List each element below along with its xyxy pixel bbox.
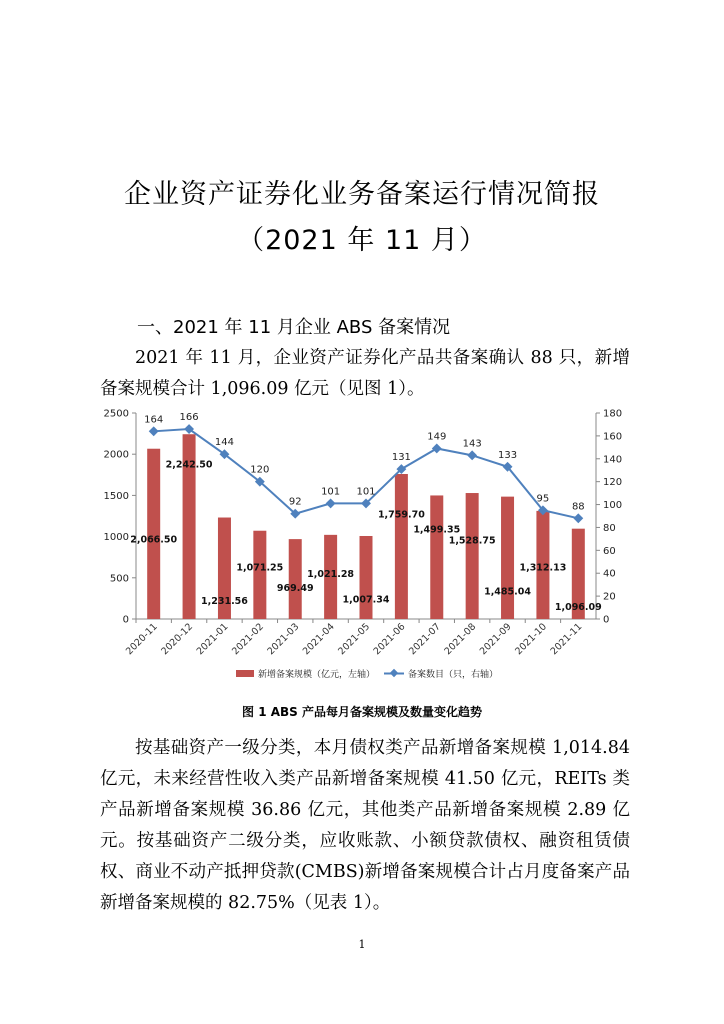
legend-bar-swatch <box>236 670 254 677</box>
count-value-label: 144 <box>214 437 235 449</box>
bar-2021-03 <box>289 539 302 619</box>
bar-2021-07 <box>430 495 443 619</box>
bar-value-label: 1,528.75 <box>448 535 496 547</box>
count-value-label: 149 <box>427 431 447 443</box>
left-tick-label: 1000 <box>103 532 129 544</box>
right-tick-label: 40 <box>603 568 616 580</box>
bar-value-label: 1,007.34 <box>342 594 390 606</box>
count-value-label: 88 <box>571 501 585 513</box>
count-value-label: 143 <box>462 438 482 450</box>
bar-value-label: 1,021.28 <box>307 568 355 580</box>
detail-paragraph: 按基础资产一级分类，本月债权类产品新增备案规模 1,014.84 亿元，未来经营性收入类产品新增备案规模 41.50 亿元，REITs 类产品新增备案规模 36.86 亿元，其他类产品新增备案规模 2.89 亿元。按基础资产二级分类，应收账款、小额贷款债权、融资租赁债权、商业不动产抵押贷款(CMBS)新增备案规模合计占月度备案产品新增备案规模的 82.75%（见表 1）。 <box>100 738 630 913</box>
count-value-label: 92 <box>288 496 302 508</box>
bar-value-label: 2,242.50 <box>165 459 213 471</box>
count-value-label: 166 <box>179 412 199 424</box>
bar-2021-06 <box>395 474 408 619</box>
right-tick-label: 180 <box>603 408 623 420</box>
x-tick-label: 2021-11 <box>548 621 585 658</box>
bar-2021-09 <box>501 497 514 619</box>
x-tick-label: 2020-12 <box>159 621 196 658</box>
legend-line-marker <box>390 669 398 677</box>
bar-value-label: 969.49 <box>276 583 314 595</box>
legend-line-label: 备案数目（只，右轴） <box>408 670 499 680</box>
bar-value-label: 2,066.50 <box>130 534 178 546</box>
x-tick-label: 2021-04 <box>300 621 337 658</box>
x-tick-label: 2021-07 <box>407 621 443 658</box>
bar-value-label: 1,071.25 <box>236 562 284 574</box>
count-value-label: 95 <box>536 493 550 505</box>
right-tick-label: 100 <box>603 500 623 512</box>
page-number: 1 <box>358 938 366 951</box>
x-tick-label: 2021-09 <box>477 621 514 658</box>
bar-2021-05 <box>360 536 373 619</box>
x-tick-label: 2020-11 <box>123 621 160 658</box>
count-value-label: 120 <box>250 464 270 476</box>
bar-value-label: 1,312.13 <box>519 562 567 574</box>
right-tick-label: 0 <box>603 614 610 626</box>
x-tick-label: 2021-03 <box>265 621 302 658</box>
intro-paragraph: 2021 年 11 月，企业资产证券化产品共备案确认 88 只，新增备案规模合计 1,096.09 亿元（见图 1）。 <box>100 348 630 399</box>
line-series <box>149 424 584 523</box>
count-marker-2020-11 <box>149 426 159 436</box>
right-tick-label: 160 <box>603 431 623 443</box>
left-tick-label: 2000 <box>103 449 129 461</box>
bar-value-label: 1,759.70 <box>377 509 425 521</box>
document-title: 企业资产证券化业务备案运行情况简报 <box>124 179 600 210</box>
bar-value-label: 1,485.04 <box>484 586 531 598</box>
count-marker-2021-07 <box>432 444 442 454</box>
abs-monthly-chart <box>96 402 636 702</box>
left-tick-label: 0 <box>122 614 129 626</box>
x-tick-label: 2021-01 <box>194 621 231 658</box>
x-tick-label: 2021-06 <box>371 621 408 658</box>
x-tick-label: 2021-05 <box>336 621 373 658</box>
count-marker-2021-04 <box>326 498 336 508</box>
left-tick-label: 1500 <box>103 490 129 502</box>
count-marker-2021-08 <box>467 450 477 460</box>
count-value-label: 101 <box>356 486 376 498</box>
right-tick-label: 80 <box>603 522 616 534</box>
count-value-label: 131 <box>391 452 411 464</box>
left-tick-label: 500 <box>109 573 129 585</box>
x-tick-label: 2021-10 <box>513 621 550 658</box>
count-value-label: 133 <box>497 449 518 461</box>
right-tick-label: 60 <box>603 545 616 557</box>
document-subtitle-date: （2021 年 11 月） <box>237 225 487 256</box>
count-value-label: 101 <box>321 486 341 498</box>
bar-value-label: 1,499.35 <box>413 524 461 536</box>
bar-value-label: 1,096.09 <box>554 601 602 613</box>
chart-legend <box>236 668 498 680</box>
legend-bar-label: 新增备案规模（亿元，左轴） <box>258 670 376 680</box>
right-tick-label: 120 <box>603 477 623 489</box>
section-heading: 一、2021 年 11 月企业 ABS 备案情况 <box>137 317 451 338</box>
right-tick-label: 20 <box>603 591 616 603</box>
x-tick-label: 2021-08 <box>442 621 479 658</box>
bar-value-label: 1,231.56 <box>201 595 248 607</box>
right-tick-label: 140 <box>603 454 623 466</box>
figure-caption: 图 1 ABS 产品每月备案规模及数量变化趋势 <box>242 705 482 719</box>
count-value-label: 164 <box>144 414 164 426</box>
count-marker-2021-11 <box>573 513 583 523</box>
bar-2021-08 <box>466 493 479 619</box>
bar-2021-02 <box>253 531 266 619</box>
left-tick-label: 2500 <box>103 408 129 420</box>
x-tick-label: 2021-02 <box>230 621 266 658</box>
